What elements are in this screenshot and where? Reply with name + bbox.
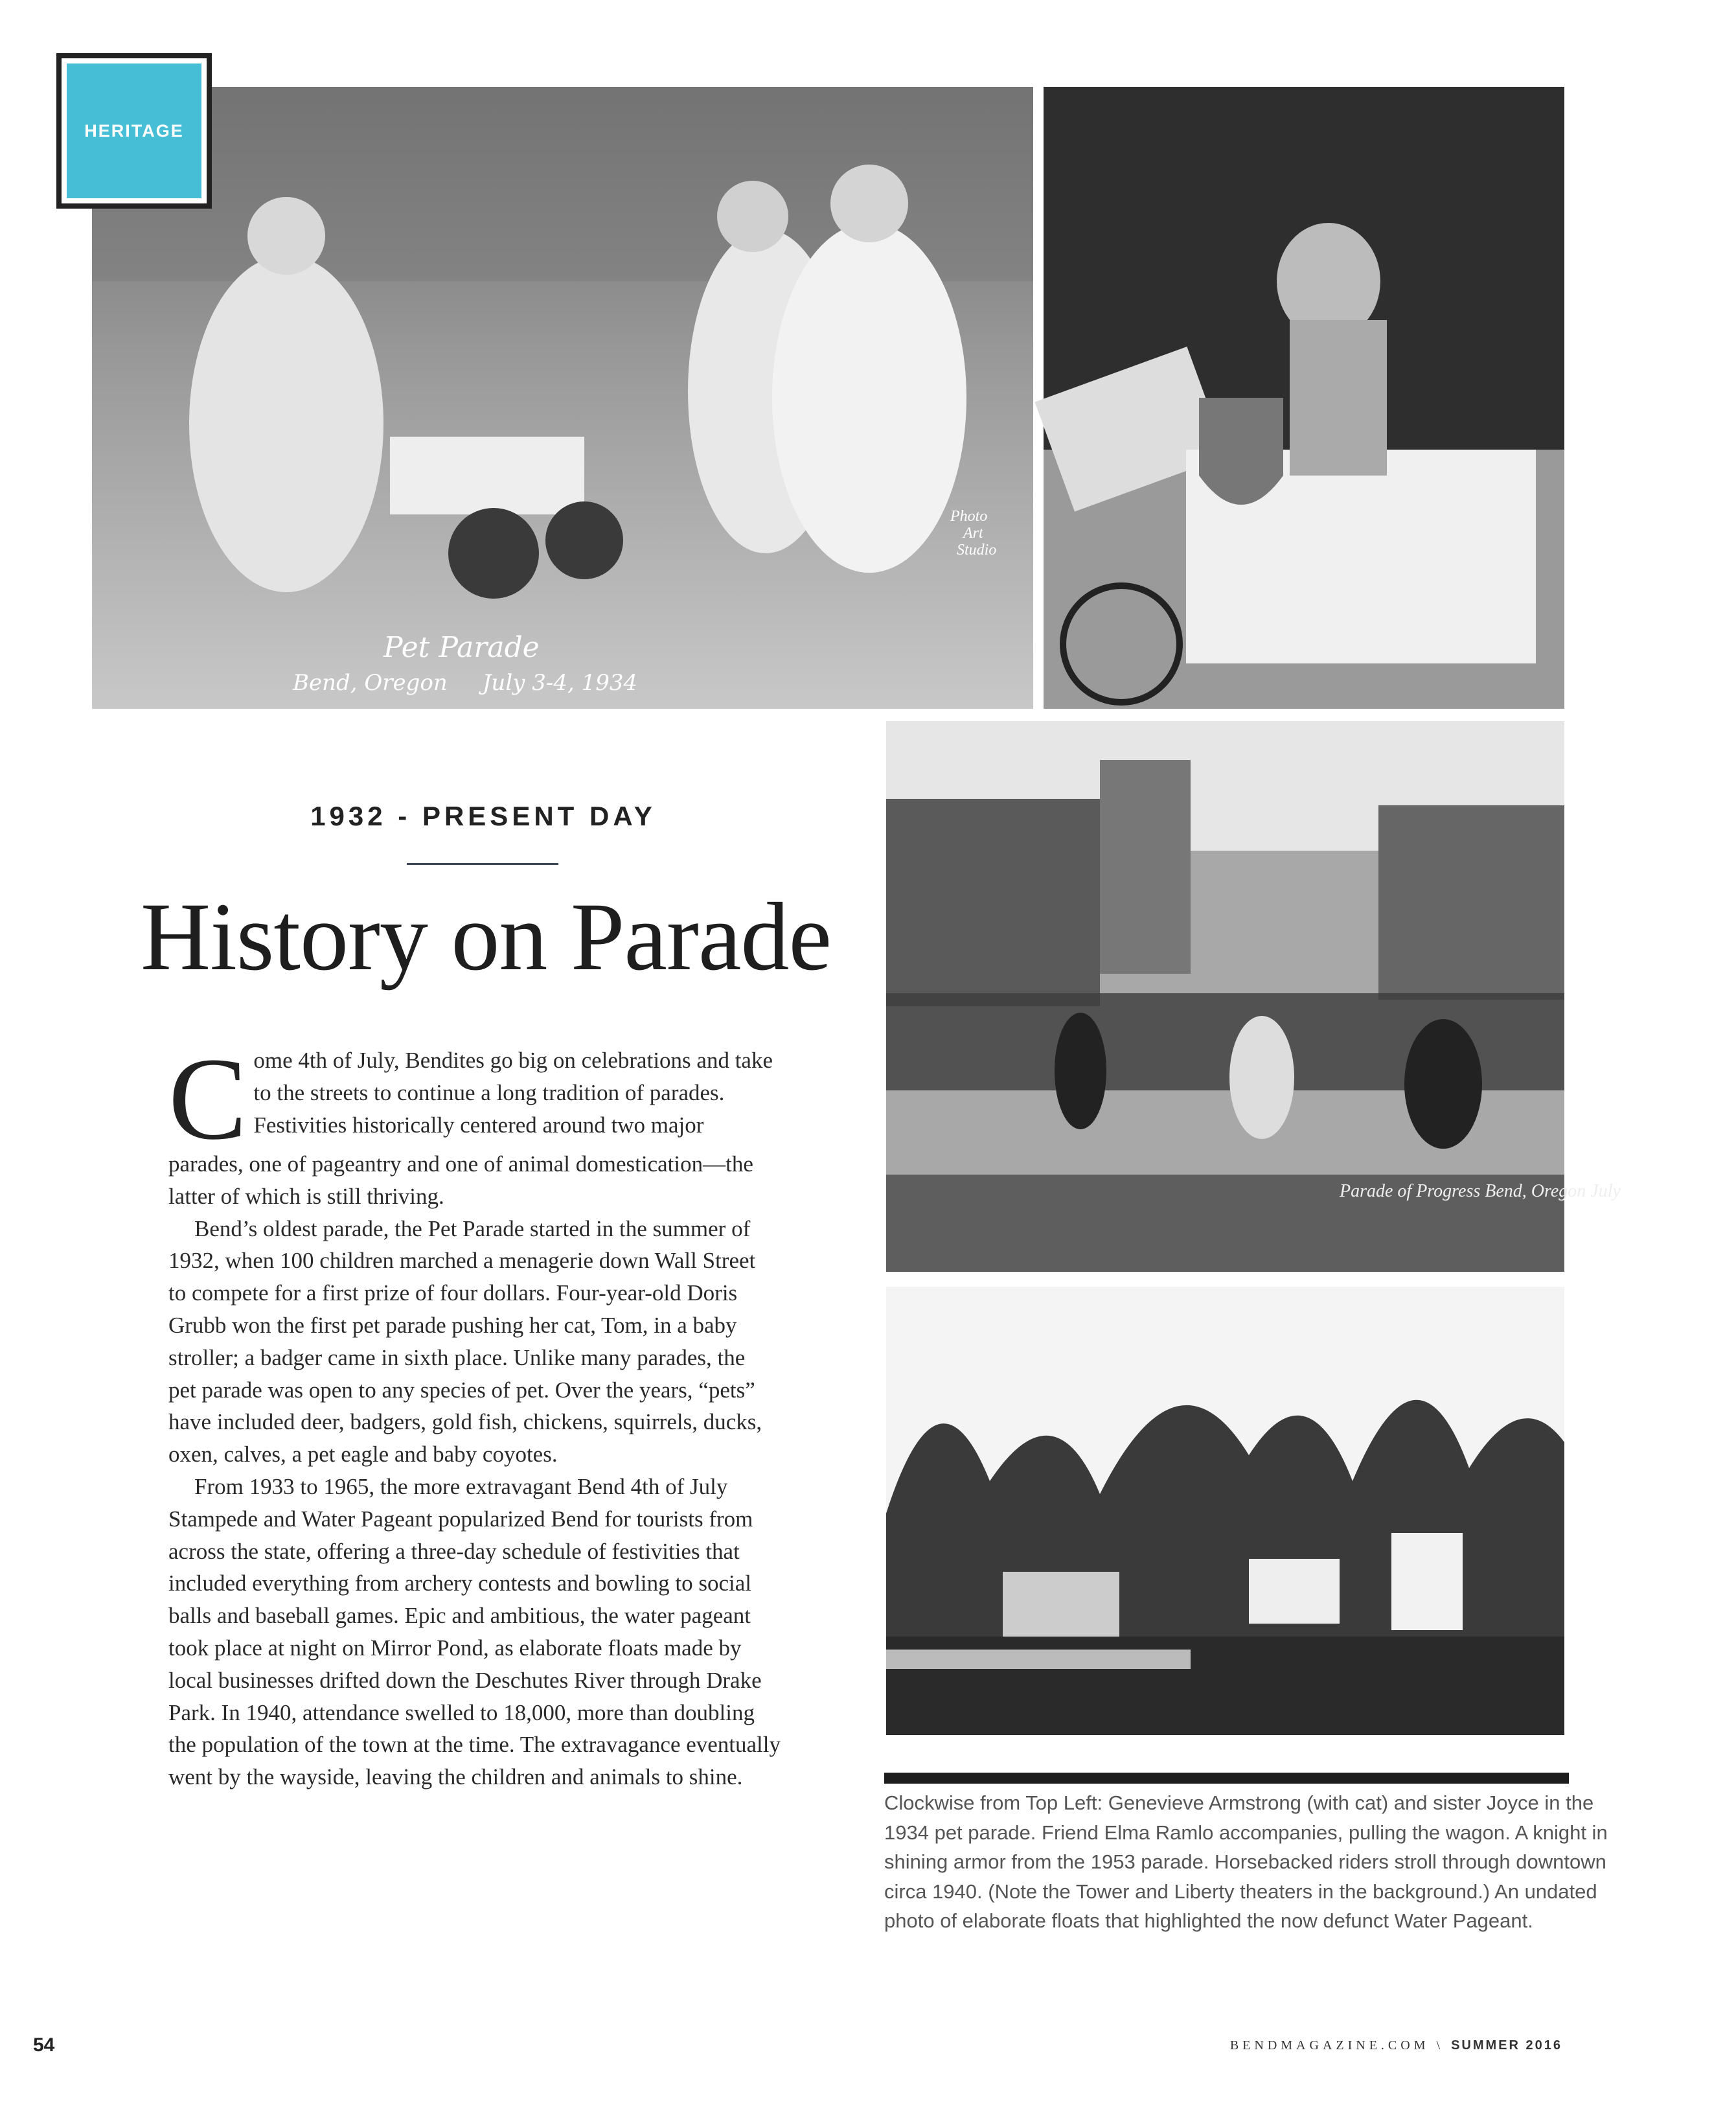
body-line: oxen, calves, a pet eagle and baby coyotes.: [168, 1442, 558, 1467]
photo-water-pageant: [886, 1287, 1564, 1735]
article-title: History on Parade: [140, 883, 832, 991]
body-line: Bend’s oldest parade, the Pet Parade started in the summer of: [194, 1215, 751, 1241]
body-line: local businesses drifted down the Deschutes River through Drake: [168, 1667, 762, 1693]
studio-line: Art: [963, 525, 983, 542]
drop-cap: C: [168, 1034, 247, 1164]
body-line: the population of the town at the time. The extravagance eventually: [168, 1732, 781, 1758]
body-line: From 1933 to 1965, the more extravagant Bend 4th of July: [194, 1473, 728, 1499]
photo-studio-mark: [950, 508, 996, 558]
article-body: [168, 1034, 803, 1793]
body-line: Grubb won the first pet parade pushing her cat, Tom, in a baby: [168, 1312, 737, 1338]
studio-line: Studio: [957, 542, 997, 558]
body-line: went by the wayside, leaving the children and animals to shine.: [168, 1764, 743, 1790]
heading-divider: [407, 863, 558, 865]
caption-line: photo of elaborate floats that highlighted the now defunct Water Pageant.: [884, 1909, 1533, 1932]
section-badge: [56, 53, 212, 209]
caption-bar: [884, 1773, 1569, 1784]
body-line: Park. In 1940, attendance swelled to 18,000, more than doubling: [168, 1699, 755, 1725]
photo-inscription: Bend, Oregon July 3-4, 1934: [293, 670, 638, 696]
body-line: ome 4th of July, Bendites go big on celebrations and take: [253, 1048, 773, 1073]
body-line: took place at night on Mirror Pond, as elaborate floats made by: [168, 1635, 742, 1661]
body-line: included everything from archery contests and bowling to social: [168, 1570, 752, 1596]
body-line: stroller; a badger came in sixth place. Unlike many parades, the: [168, 1344, 746, 1370]
footer-issue: SUMMER 2016: [1451, 2038, 1562, 2053]
body-line: across the state, offering a three-day schedule of festivities that: [168, 1538, 740, 1564]
photo-caption: [884, 1788, 1608, 1936]
studio-line: Photo: [950, 508, 988, 525]
body-line: have included deer, badgers, gold fish, chickens, squirrels, ducks,: [168, 1409, 762, 1435]
caption-line: shining armor from the 1953 parade. Horsebacked riders stroll through downtown: [884, 1850, 1606, 1873]
body-line: latter of which is still thriving.: [168, 1183, 444, 1209]
caption-line: Clockwise from Top Left: Genevieve Armstrong (with cat) and sister Joyce in the: [884, 1791, 1594, 1814]
body-line: to the streets to continue a long tradition of parades.: [253, 1079, 725, 1105]
body-line: balls and baseball games. Epic and ambitious, the water pageant: [168, 1603, 751, 1629]
photo-inscription: Parade of Progress Bend, Oregon July: [1340, 1181, 1621, 1201]
section-badge-label: HERITAGE: [67, 63, 201, 198]
photo-downtown-parade: [886, 721, 1621, 1272]
body-line: pet parade was open to any species of pet. Over the years, “pets”: [168, 1377, 755, 1403]
footer-site: BENDMAGAZINE.COM: [1229, 2038, 1430, 2053]
footer-separator: \: [1436, 2038, 1445, 2053]
body-line: 1932, when 100 children marched a menagerie down Wall Street: [168, 1248, 756, 1274]
caption-line: 1934 pet parade. Friend Elma Ramlo accompanies, pulling the wagon. A knight in: [884, 1821, 1608, 1844]
body-line: Festivities historically centered around two major: [253, 1112, 704, 1138]
section-kicker: 1932 - PRESENT DAY: [310, 801, 656, 831]
photo-inscription: Pet Parade: [383, 631, 540, 664]
body-line: parades, one of pageantry and one of animal domestication—the: [168, 1151, 753, 1177]
page-number: 54: [33, 2034, 55, 2056]
footer-folio: [1230, 2038, 1562, 2053]
photo-knight: [1044, 87, 1564, 709]
body-line: to compete for a first prize of four dollars. Four-year-old Doris: [168, 1280, 738, 1306]
body-line: Stampede and Water Pageant popularized Bend for tourists from: [168, 1506, 753, 1532]
caption-line: circa 1940. (Note the Tower and Liberty theaters in the background.) An undated: [884, 1880, 1597, 1903]
photo-pet-parade: [92, 87, 1033, 709]
